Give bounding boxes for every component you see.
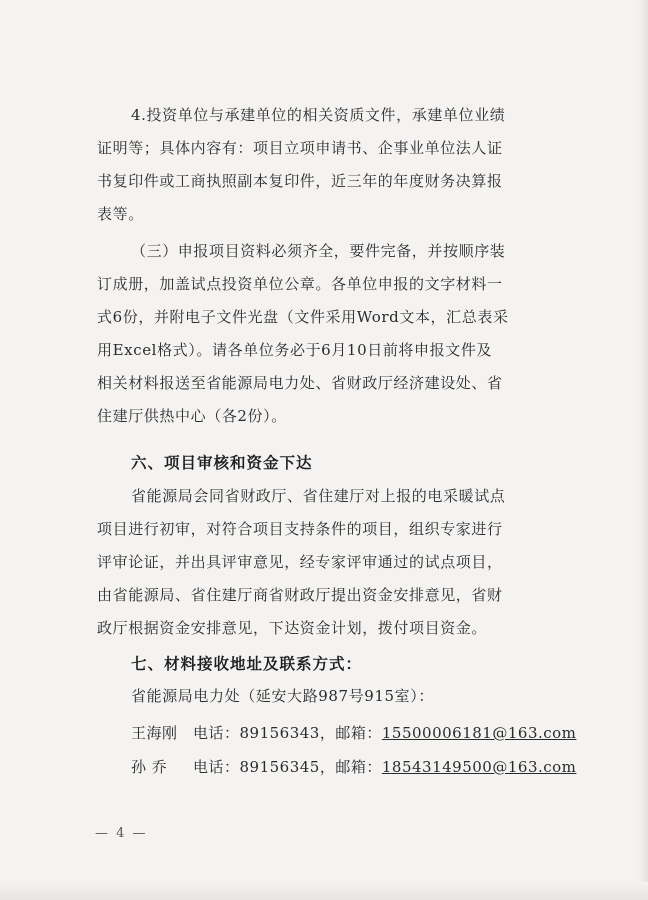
contact-phone: 电话：89156343 [193, 724, 320, 742]
paragraph-line: 省能源局会同省财政厅、省住建厅对上报的电采暖试点 [131, 487, 506, 505]
contact-email-label: ，邮箱： [319, 758, 382, 776]
contact-name: 王海刚 [131, 724, 178, 742]
page-number: — 4 — [95, 826, 148, 841]
contact-email-label: ，邮箱： [319, 724, 382, 742]
paragraph-line: 证明等；具体内容有：项目立项申请书、企事业单位法人证 [97, 139, 503, 157]
paragraph-line: 住建厅供热中心（各2份）。 [97, 407, 287, 425]
address-line: 省能源局电力处（延安大路987号915室）： [131, 687, 434, 705]
paragraph-line: 由省能源局、省住建厅商省财政厅提出资金安排意见，省财 [97, 586, 503, 604]
section-heading-6: 六、项目审核和资金下达 [131, 454, 313, 472]
contact-row [131, 756, 576, 777]
contact-phone: 电话：89156345 [193, 758, 320, 776]
paragraph-line: 表等。 [97, 205, 144, 223]
paragraph-section-3 [97, 235, 509, 433]
paragraph-line: 订成册，加盖试点投资单位公章。各单位申报的文字材料一 [97, 275, 503, 293]
contact-email-link[interactable]: 18543149500@163.com [381, 758, 577, 776]
paragraph-line: 式6份，并附电子文件光盘（文件采用Word文本，汇总表采 [97, 308, 509, 326]
paragraph-line: 评审论证，并出具评审意见，经专家评审通过的试点项目， [97, 553, 503, 571]
paragraph-line: 书复印件或工商执照副本复印件，近三年的年度财务决算报 [97, 172, 503, 190]
contact-row [131, 722, 576, 743]
paragraph-line: 项目进行初审，对符合项目支持条件的项目，组织专家进行 [97, 520, 503, 538]
page-edge-shadow-bottom [0, 882, 648, 900]
paragraph-section-6 [97, 480, 505, 645]
paragraph-line: 相关材料报送至省能源局电力处、省财政厅经济建设处、省 [97, 374, 503, 392]
page-edge-shadow-right [638, 0, 648, 900]
contact-email-link[interactable]: 15500006181@163.com [381, 724, 577, 742]
paragraph-item-4 [97, 99, 505, 231]
paragraph-line: 政厅根据资金安排意见，下达资金计划，拨付项目资金。 [97, 619, 488, 637]
paragraph-line: 4.投资单位与承建单位的相关资质文件，承建单位业绩 [131, 106, 506, 124]
paragraph-line: 用Excel格式）。请各单位务必于6月10日前将申报文件及 [97, 341, 493, 359]
contact-name: 孙 乔 [131, 758, 168, 776]
section-heading-7: 七、材料接收地址及联系方式： [131, 655, 363, 673]
paragraph-line: （三）申报项目资料必须齐全，要件完备，并按顺序装 [131, 242, 506, 260]
